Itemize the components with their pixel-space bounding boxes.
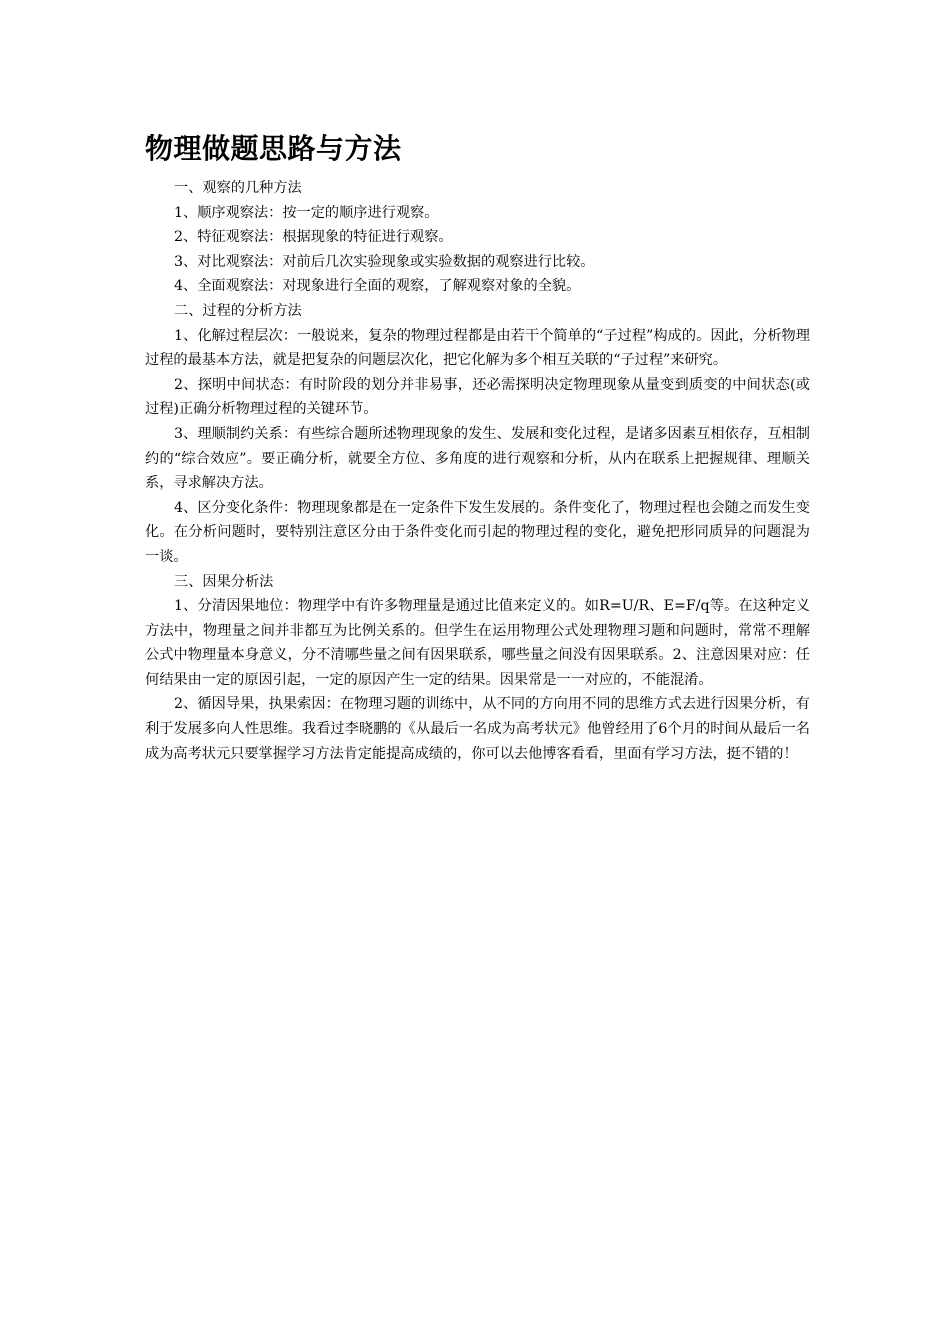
paragraph: 3、对比观察法：对前后几次实验现象或实验数据的观察进行比较。 bbox=[174, 253, 595, 270]
heading-observation-methods: 一、观察的几种方法 bbox=[174, 180, 302, 196]
document-title: 物理做题思路与方法 bbox=[145, 132, 402, 165]
paragraph: 2、循因导果，执果索因：在物理习题的训练中，从不同的方向用不同的思维方式去进行因果分析，有利于发展多向人性思维。我看过李晓鹏的《从最后一名成为高考状元》他曾经用了6个月的时间从最后一名成为高考状元只要掌握学习方法肯定能提高成绩的，你可以去他博客看看，里面有学习方法，挺不错的！ bbox=[145, 696, 810, 762]
document-page bbox=[145, 128, 810, 766]
paragraph: 1、化解过程层次：一般说来，复杂的物理过程都是由若干个简单的“子过程”构成的。因此，分析物理过程的最基本方法，就是把复杂的问题层次化，把它化解为多个相互关联的“子过程”来研究。 bbox=[145, 327, 810, 369]
heading-process-analysis: 二、过程的分析方法 bbox=[174, 302, 302, 319]
paragraph: 2、特征观察法：根据现象的特征进行观察。 bbox=[174, 229, 453, 246]
paragraph: 4、区分变化条件：物理现象都是在一定条件下发生发展的。条件变化了，物理过程也会随之而发生变化。在分析问题时，要特别注意区分由于条件变化而引起的物理过程的变化，避免把形同质异的问题混为一谈。 bbox=[145, 499, 810, 565]
paragraph: 1、分清因果地位：物理学中有许多物理量是通过比值来定义的。如R=U/R、E=F/q等。在这种定义方法中，物理量之间并非都互为比例关系的。但学生在运用物理公式处理物理习题和问题时，常常不理解公式中物理量本身意义，分不清哪些量之间有因果联系，哪些量之间没有因果联系。2、注意因果对应：任何结果由一定的原因引起，一定的原因产生一定的结果。因果常是一一对应的，不能混淆。 bbox=[145, 598, 810, 688]
paragraph: 4、全面观察法：对现象进行全面的观察，了解观察对象的全貌。 bbox=[174, 278, 581, 295]
paragraph: 3、理顺制约关系：有些综合题所述物理现象的发生、发展和变化过程，是诸多因素互相依存，互相制约的“综合效应”。要正确分析，就要全方位、多角度的进行观察和分析，从内在联系上把握规律、理顺关系，寻求解决方法。 bbox=[145, 425, 810, 492]
paragraph: 2、探明中间状态：有时阶段的划分并非易事，还必需探明决定物理现象从量变到质变的中间状态(或过程)正确分析物理过程的关键环节。 bbox=[145, 376, 810, 418]
paragraph: 1、顺序观察法：按一定的顺序进行观察。 bbox=[174, 204, 439, 221]
heading-causal-analysis: 三、因果分析法 bbox=[174, 573, 274, 590]
